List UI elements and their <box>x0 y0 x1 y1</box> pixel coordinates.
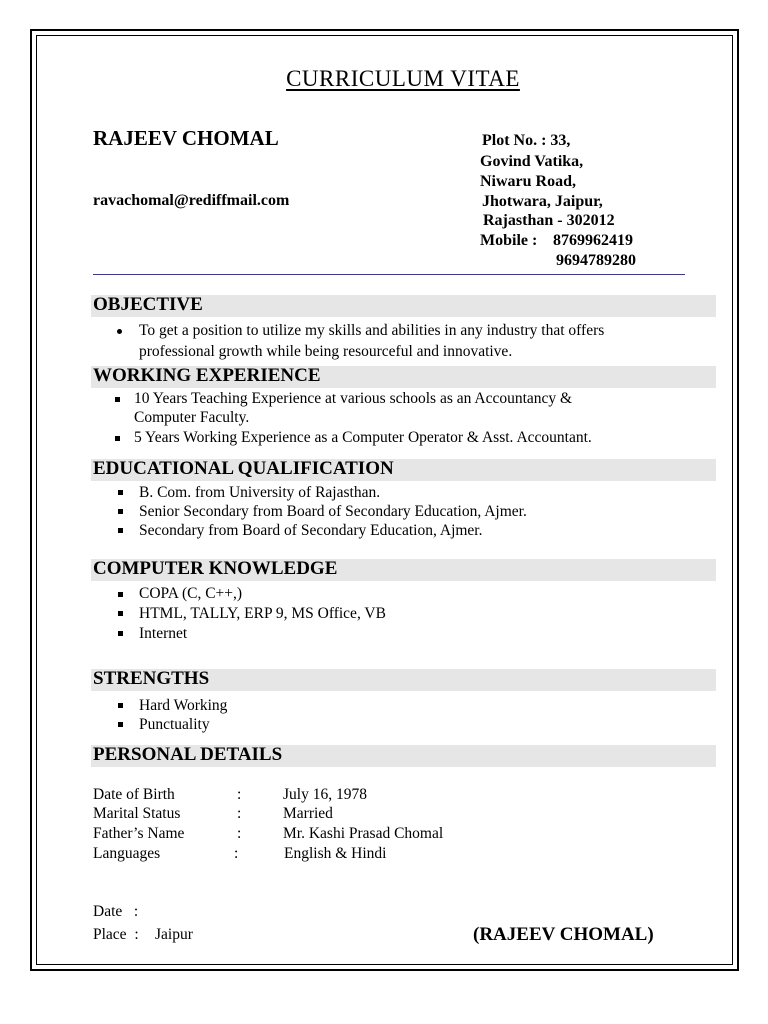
personal-label: Father’s Name <box>93 825 185 842</box>
section-education-header <box>91 459 716 481</box>
section-education-title: EDUCATIONAL QUALIFICATION <box>93 458 394 479</box>
address-line-2: Govind Vatika, <box>480 153 584 170</box>
computer-item: COPA (C, C++,) <box>139 585 243 602</box>
strength-item: Hard Working <box>139 697 228 714</box>
bullet-icon <box>118 703 123 708</box>
experience-item-1-line-2: Computer Faculty. <box>134 409 250 426</box>
bullet-icon <box>115 397 120 402</box>
address-line-4: Jhotwara, Jaipur, <box>482 193 603 210</box>
address-line-5: Rajasthan - 302012 <box>483 212 615 229</box>
section-experience-title: WORKING EXPERIENCE <box>93 365 321 386</box>
personal-label: Date of Birth <box>93 786 175 803</box>
personal-label: Languages <box>93 845 161 862</box>
objective-line-2: professional growth while being resourceful and innovative. <box>139 343 513 360</box>
header-divider <box>93 274 685 275</box>
section-personal-title: PERSONAL DETAILS <box>93 744 283 765</box>
mobile-number-1: 8769962419 <box>553 232 633 249</box>
education-item: B. Com. from University of Rajasthan. <box>139 484 381 501</box>
personal-separator: : <box>234 845 239 862</box>
bullet-icon <box>118 631 123 636</box>
section-strengths-title: STRENGTHS <box>93 668 210 689</box>
bullet-icon <box>118 611 123 616</box>
signature: (RAJEEV CHOMAL) <box>473 924 654 945</box>
personal-value: Married <box>283 805 333 822</box>
section-computer-title: COMPUTER KNOWLEDGE <box>93 558 338 579</box>
bullet-icon <box>118 509 123 514</box>
candidate-email: ravachomal@rediffmail.com <box>93 192 290 209</box>
bullet-icon <box>117 329 122 334</box>
section-objective-header <box>91 295 716 317</box>
candidate-name: RAJEEV CHOMAL <box>93 126 279 150</box>
personal-separator: : <box>237 805 242 822</box>
personal-separator: : <box>237 786 242 803</box>
bullet-icon <box>118 722 123 727</box>
section-personal-header <box>91 745 716 767</box>
education-item: Senior Secondary from Board of Secondary Education, Ajmer. <box>139 503 527 520</box>
place-label: Place : <box>93 926 139 943</box>
strength-item: Punctuality <box>139 716 210 733</box>
personal-value: July 16, 1978 <box>283 786 367 803</box>
mobile-number-2: 9694789280 <box>556 252 636 269</box>
education-item: Secondary from Board of Secondary Education, Ajmer. <box>139 522 483 539</box>
computer-item: Internet <box>139 625 188 642</box>
bullet-icon <box>118 490 123 495</box>
personal-value: English & Hindi <box>284 845 387 862</box>
section-objective-title: OBJECTIVE <box>93 294 203 315</box>
address-line-3: Niwaru Road, <box>480 173 577 190</box>
bullet-icon <box>115 436 120 441</box>
section-computer-header <box>91 559 716 581</box>
mobile-label: Mobile : <box>480 232 538 249</box>
experience-item-2: 5 Years Working Experience as a Computer Operator & Asst. Accountant. <box>134 429 592 446</box>
personal-value: Mr. Kashi Prasad Chomal <box>283 825 444 842</box>
document-title: CURRICULUM VITAE <box>286 66 520 91</box>
objective-line-1: To get a position to utilize my skills and abilities in any industry that offers <box>139 322 605 339</box>
date-label: Date : <box>93 903 139 920</box>
bullet-icon <box>118 592 123 597</box>
computer-item: HTML, TALLY, ERP 9, MS Office, VB <box>139 605 386 622</box>
experience-item-1-line-1: 10 Years Teaching Experience at various schools as an Accountancy & <box>134 390 573 407</box>
personal-label: Marital Status <box>93 805 181 822</box>
bullet-icon <box>118 528 123 533</box>
section-experience-header <box>91 366 716 388</box>
place-value: Jaipur <box>155 926 193 943</box>
address-line-1: Plot No. : 33, <box>482 132 571 149</box>
section-strengths-header <box>91 669 716 691</box>
personal-separator: : <box>237 825 242 842</box>
